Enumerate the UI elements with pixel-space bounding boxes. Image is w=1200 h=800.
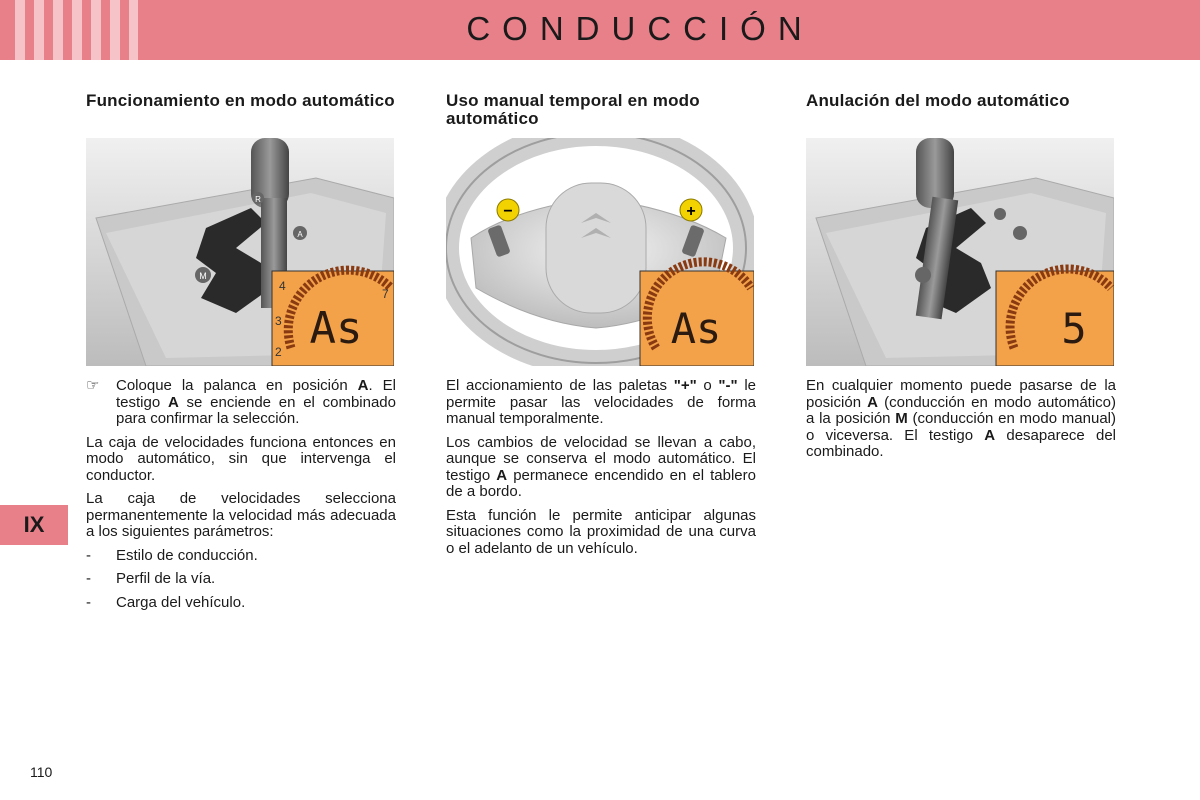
page-title: CONDUCCIÓN <box>466 10 814 47</box>
section-automatic-mode <box>86 92 396 618</box>
paragraph: Los cambios de velocidad se llevan a cabo, aunque se conserva el modo automático. El testigo A permanece encendido en el tablero de a bordo. <box>446 433 756 500</box>
gear-lever-figure <box>806 138 1114 366</box>
section-manual-temporary <box>446 92 756 564</box>
gear-lever-illustration <box>806 138 1114 366</box>
paragraph: Esta función le permite anticipar algunas situaciones como la proximidad de una curva o el adelanto de un vehículo. <box>446 506 756 557</box>
gearbox-display-text: 5 <box>1061 304 1087 353</box>
plus-paddle-icon: + <box>686 203 696 220</box>
section-body <box>446 378 756 557</box>
page-number: 110 <box>30 764 53 780</box>
gearbox-display-text: As <box>670 304 722 353</box>
list-item: - Carga del vehículo. <box>86 593 246 611</box>
paragraph: La caja de velocidades selecciona permanentemente la velocidad más adecuada a los siguientes parámetros: <box>86 490 396 540</box>
gear-lever-illustration <box>86 138 394 366</box>
pointing-hand-icon: ☞ <box>86 377 100 394</box>
gear-letter-m: M <box>199 271 207 281</box>
paragraph: El accionamiento de las paletas "+" o "-" le permite pasar las velocidades de forma manual temporalmente. <box>446 377 756 427</box>
display-digit: 4 <box>279 279 286 293</box>
gear-lever-figure <box>86 138 394 366</box>
page-header <box>0 0 1200 60</box>
list-item: - Perfil de la vía. <box>86 570 216 587</box>
bullet-item: ☞ Coloque la palanca en posición A. El testigo A se enciende en el combinado para confirmar la selección. <box>86 377 396 427</box>
paragraph: En cualquier momento puede pasarse de la posición A (conducción en modo automático) a la posición M (conducción en modo manual) o viceversa. El testigo A desaparece del combinado. <box>806 377 1116 460</box>
section-body <box>86 378 396 611</box>
display-digit: 3 <box>275 314 282 328</box>
steering-wheel-illustration <box>446 138 754 366</box>
steering-wheel-figure <box>446 138 754 366</box>
section-heading: Uso manual temporal en modo automático <box>446 91 700 128</box>
chapter-tab: IX <box>0 505 68 545</box>
section-heading: Anulación del modo automático <box>806 91 1070 110</box>
list-item: - Estilo de conducción. <box>86 546 258 564</box>
gearbox-display-text: As <box>309 303 363 354</box>
gear-letter-r: R <box>255 195 261 204</box>
section-heading: Funcionamiento en modo automático <box>86 91 395 110</box>
gear-letter-a: A <box>297 230 303 239</box>
paragraph: La caja de velocidades funciona entonces en modo automático, sin que intervenga el conductor. <box>86 433 396 484</box>
section-body <box>806 378 1116 461</box>
section-cancel-automatic <box>806 92 1116 468</box>
display-digit: 7 <box>382 287 389 301</box>
minus-paddle-icon: − <box>503 203 513 220</box>
display-digit: 2 <box>275 345 282 359</box>
